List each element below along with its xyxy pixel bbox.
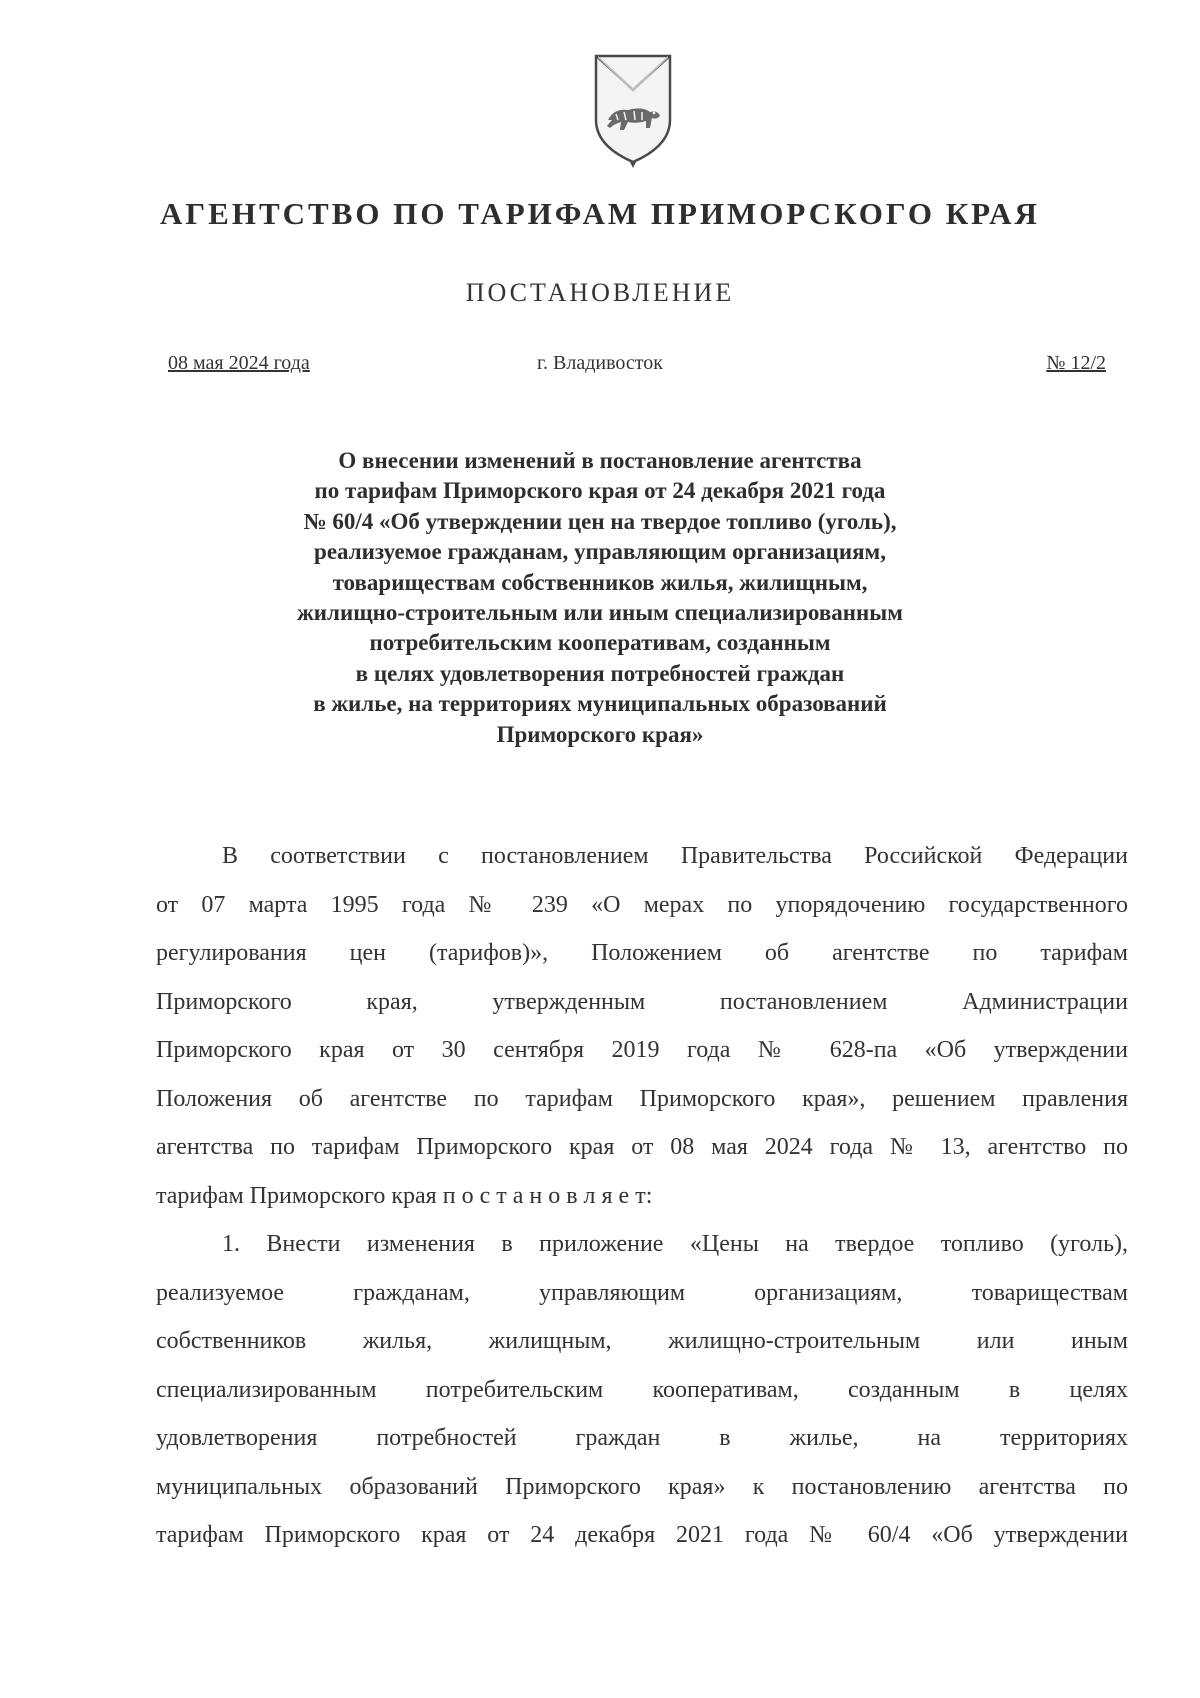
body-line: специализированным потребительским кооперативам, созданным в целях [156, 1376, 1128, 1403]
body-line: тарифам Приморского края от 24 декабря 2021 года № 60/4 «Об утверждении [156, 1522, 1128, 1548]
subject-line: Приморского края» [496, 721, 704, 747]
subject-line: реализуемое гражданам, управляющим организациям, [314, 539, 886, 565]
body-line: регулирования цен (тарифов)», Положением об агентстве по тарифам [156, 940, 1128, 966]
body-line: 1. Внести изменения в приложение «Цены на твердое топливо (уголь), [222, 1231, 1128, 1257]
body-line: В соответствии с постановлением Правительства Российской Федерации [222, 843, 1128, 869]
body-line: Приморского края от 30 сентября 2019 года № 628-па «Об утверждении [156, 1037, 1128, 1063]
document-type: ПОСТАНОВЛЕНИЕ [465, 278, 735, 307]
body-line: Положения об агентстве по тарифам Приморского края», решением правления [156, 1085, 1128, 1112]
subject-line: в целях удовлетворения потребностей граждан [355, 660, 845, 686]
document-body [156, 832, 1128, 1560]
body-line: тарифам Приморского края п о с т а н о в л я е т: [156, 1182, 653, 1209]
document-city: г. Владивосток [537, 352, 663, 374]
body-line: собственников жилья, жилищным, жилищно-строительным или иным [156, 1328, 1128, 1354]
subject-line: потребительским кооперативам, созданным [369, 630, 831, 656]
document-number: № 12/2 [1046, 352, 1106, 374]
document-date: 08 мая 2024 года [168, 352, 310, 374]
subject-line: товариществам собственников жилья, жилищным, [332, 569, 868, 595]
subject-line: № 60/4 «Об утверждении цен на твердое топливо (уголь), [303, 508, 897, 534]
body-line: муниципальных образований Приморского края» к постановлению агентства по [156, 1473, 1128, 1500]
body-line: Приморского края, утвержденным постановлением Администрации [156, 988, 1128, 1015]
subject-line: по тарифам Приморского края от 24 декабря 2021 года [314, 478, 886, 504]
body-line: от 07 марта 1995 года № 239 «О мерах по упорядочению государственного [156, 891, 1128, 918]
subject-line: жилищно-строительным или иным специализированным [297, 600, 903, 626]
primorsky-krai-coat-of-arms-icon [590, 50, 676, 168]
subject-line: в жилье, на территориях муниципальных образований [313, 691, 887, 717]
body-line: агентства по тарифам Приморского края от 08 мая 2024 года № 13, агентство по [156, 1134, 1128, 1160]
document-meta [0, 352, 1200, 386]
document-subject [200, 446, 1000, 750]
body-line: удовлетворения потребностей граждан в жилье, на территориях [156, 1425, 1128, 1451]
body-line: реализуемое гражданам, управляющим организациям, товариществам [156, 1279, 1128, 1306]
agency-name: АГЕНТСТВО ПО ТАРИФАМ ПРИМОРСКОГО КРАЯ [160, 196, 1040, 231]
subject-line: О внесении изменений в постановление агентства [338, 448, 862, 473]
